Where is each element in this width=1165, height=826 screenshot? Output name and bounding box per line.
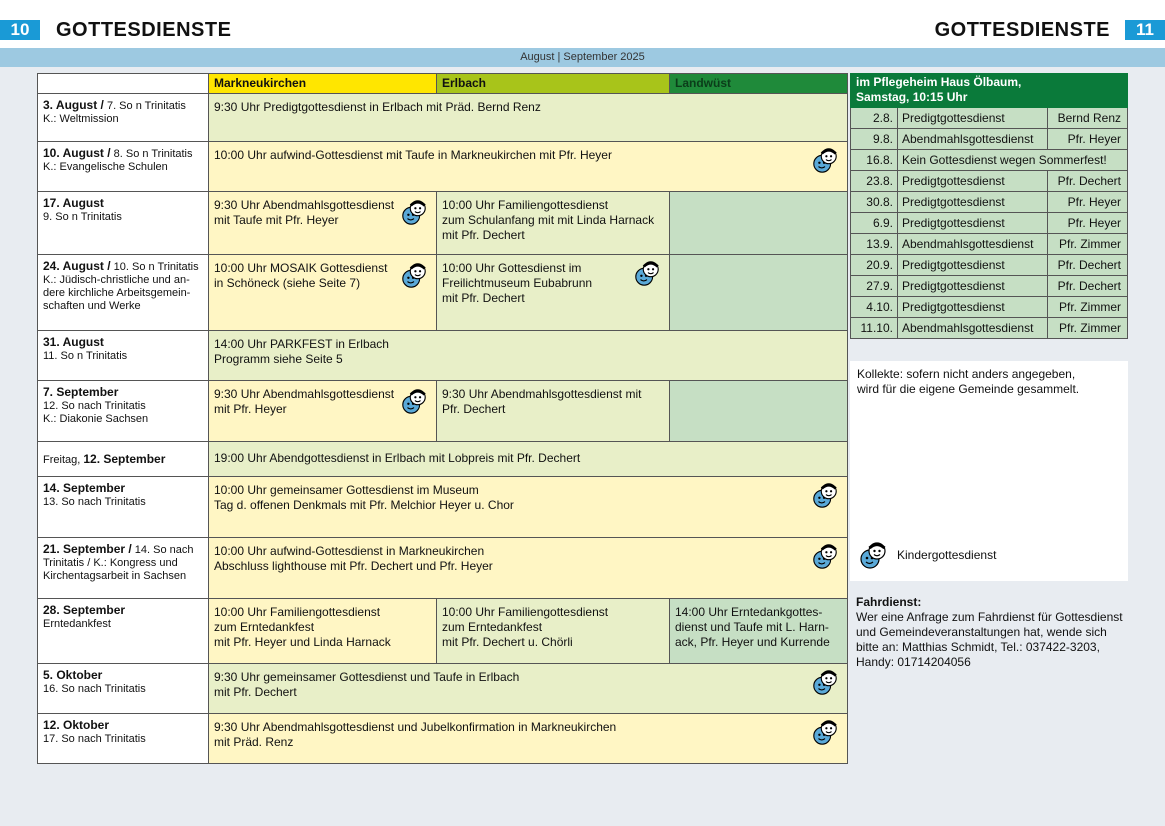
service-text: 9:30 Uhr gemeinsamer Gottesdienst und Taufe in Erlbach mit Pfr. Dechert — [214, 670, 520, 699]
pflegeheim-preacher: Pfr. Dechert — [1048, 276, 1128, 297]
pflegeheim-service: Predigtgottesdienst — [898, 297, 1048, 318]
header-blank-cell — [37, 73, 209, 94]
page-title-right: GOTTESDIENSTE — [934, 19, 1110, 41]
date-subtitle: 9. So n Trinitatis — [43, 211, 122, 223]
service-text: 10:00 Uhr aufwind-Gottesdienst in Markneukirchen Abschluss lighthouse mit Pfr. Dechert und Pfr. Heyer — [214, 544, 493, 573]
page-title-left: GOTTESDIENSTE — [56, 19, 232, 41]
service-text: 10:00 Uhr Familiengottesdienst zum Erntedankfest mit Pfr. Heyer und Linda Harnack — [214, 605, 391, 649]
pflegeheim-date: 9.8. — [850, 129, 898, 150]
service-cell — [208, 663, 848, 714]
service-cell — [208, 441, 848, 477]
date-cell — [37, 598, 209, 664]
pflegeheim-service: Predigtgottesdienst — [898, 276, 1048, 297]
service-text: 10:00 Uhr aufwind-Gottesdienst mit Taufe in Markneukirchen mit Pfr. Heyer — [214, 148, 612, 162]
service-cell — [208, 476, 848, 538]
pflegeheim-preacher: Pfr. Zimmer — [1048, 234, 1128, 255]
service-text: 10:00 Uhr MOSAIK Gottesdienst in Schöneck (siehe Seite 7) — [214, 261, 388, 290]
pflegeheim-row — [850, 234, 1128, 255]
date-subtitle: 16. So nach Trinitatis — [43, 683, 146, 695]
pflegeheim-date: 27.9. — [850, 276, 898, 297]
month-band: August | September 2025 — [0, 48, 1165, 67]
page-number-left: 10 — [0, 20, 40, 40]
service-cell — [208, 93, 848, 142]
pflegeheim-row — [850, 171, 1128, 192]
date-subtitle: 13. So nach Trinitatis — [43, 496, 146, 508]
service-text: 19:00 Uhr Abendgottesdienst in Erlbach mit Lobpreis mit Pfr. Dechert — [214, 451, 581, 465]
pflegeheim-date: 20.9. — [850, 255, 898, 276]
date-cell — [37, 254, 209, 331]
date-label: 3. August / — [43, 98, 104, 112]
pflegeheim-service: Kein Gottesdienst wegen Sommerfest! — [898, 150, 1128, 171]
service-text: 10:00 Uhr Familiengottesdienst zum Erntedankfest mit Pfr. Dechert u. Chörli — [442, 605, 609, 649]
pflegeheim-row — [850, 108, 1128, 129]
sunday-name: 7. So n Trinitatis — [103, 100, 186, 112]
pflegeheim-service: Predigtgottesdienst — [898, 255, 1048, 276]
pflegeheim-service: Abendmahlsgottesdienst — [898, 318, 1048, 339]
service-text: 9:30 Uhr Abendmahlsgottesdienst und Jubelkonfirmation in Markneukirchen mit Präd. Renz — [214, 720, 617, 749]
date-cell — [37, 330, 209, 381]
pflegeheim-row — [850, 297, 1128, 318]
pflegeheim-date: 13.9. — [850, 234, 898, 255]
date-label: 12. September — [83, 452, 166, 466]
pflegeheim-preacher: Pfr. Heyer — [1048, 192, 1128, 213]
date-label: 21. September / — [43, 542, 132, 556]
page-header — [0, 0, 1165, 48]
pflegeheim-preacher: Pfr. Dechert — [1048, 171, 1128, 192]
date-label: 24. August / — [43, 259, 111, 273]
pflegeheim-row — [850, 150, 1128, 171]
kindergottesdienst-icon — [811, 542, 839, 570]
pflegeheim-table — [850, 73, 1128, 339]
date-cell — [37, 441, 209, 477]
date-cell — [37, 191, 209, 255]
date-label: 14. September — [43, 481, 126, 495]
pflegeheim-service: Abendmahlsgottesdienst — [898, 129, 1048, 150]
column-header-markneukirchen: Markneukirchen — [208, 73, 437, 94]
date-cell — [37, 663, 209, 714]
pflegeheim-service: Abendmahlsgottesdienst — [898, 234, 1048, 255]
service-text: 9:30 Uhr Abendmahlsgottesdienst mit Pfr. Dechert — [442, 387, 642, 416]
date-subtitle: K.: Weltmission — [43, 113, 119, 125]
service-cell — [208, 330, 848, 381]
pflegeheim-service: Predigtgottesdienst — [898, 213, 1048, 234]
service-cell — [669, 598, 848, 664]
pflegeheim-title: im Pflegeheim Haus Ölbaum, Samstag, 10:15 Uhr — [850, 73, 1128, 108]
kindergottesdienst-icon — [811, 668, 839, 696]
service-cell — [208, 713, 848, 764]
date-cell — [37, 537, 209, 599]
fahrdienst-text: Wer eine Anfrage zum Fahrdienst für Gottesdienst und Gemeindeveranstaltungen hat, wende sich bitte an: Matthias Schmidt, Tel.: 037422-3203, Handy: 01714204056 — [856, 610, 1123, 669]
sunday-name: 10. So n Trinitatis — [110, 261, 199, 273]
kindergottesdienst-icon — [400, 387, 428, 415]
legend — [858, 540, 996, 570]
date-label: 7. September — [43, 385, 119, 399]
pflegeheim-date: 30.8. — [850, 192, 898, 213]
date-cell — [37, 476, 209, 538]
date-label: 17. August — [43, 196, 104, 210]
date-subtitle: Erntedankfest — [43, 618, 111, 630]
sunday-name: 14. So nach — [131, 544, 194, 556]
service-text: 14:00 Uhr Erntedankgottes- dienst und Taufe mit L. Harn- ack, Pfr. Heyer und Kurrende — [675, 605, 830, 649]
pflegeheim-preacher: Pfr. Dechert — [1048, 255, 1128, 276]
date-subtitle: K.: Evangelische Schulen — [43, 161, 168, 173]
kindergottesdienst-icon — [400, 198, 428, 226]
fahrdienst-title: Fahrdienst: — [856, 595, 922, 609]
pflegeheim-date: 6.9. — [850, 213, 898, 234]
pflegeheim-row — [850, 276, 1128, 297]
pflegeheim-row — [850, 255, 1128, 276]
service-cell — [669, 254, 848, 331]
service-text: 9:30 Uhr Abendmahlsgottesdienst mit Taufe mit Pfr. Heyer — [214, 198, 395, 227]
date-subtitle: 17. So nach Trinitatis — [43, 733, 146, 745]
pflegeheim-preacher: Pfr. Zimmer — [1048, 318, 1128, 339]
date-subtitle: 11. So n Trinitatis — [43, 350, 128, 362]
service-text: 10:00 Uhr Gottesdienst im Freilichtmuseum Eubabrunn mit Pfr. Dechert — [442, 261, 593, 305]
date-subtitle: 12. So nach Trinitatis K.: Diakonie Sachsen — [43, 400, 149, 425]
kindergottesdienst-icon — [811, 481, 839, 509]
service-cell — [208, 598, 437, 664]
date-subtitle: Trinitatis / K.: Kongress und Kirchentagsarbeit in Sachsen — [43, 557, 187, 582]
pflegeheim-date: 16.8. — [850, 150, 898, 171]
service-text: 9:30 Uhr Predigtgottesdienst in Erlbach mit Präd. Bernd Renz — [214, 100, 541, 114]
pflegeheim-preacher: Bernd Renz — [1048, 108, 1128, 129]
pflegeheim-date: 11.10. — [850, 318, 898, 339]
service-cell — [669, 380, 848, 442]
service-cell — [436, 598, 670, 664]
date-weekday: Freitag, — [43, 454, 84, 466]
kindergottesdienst-icon — [858, 540, 888, 570]
pflegeheim-preacher: Pfr. Heyer — [1048, 213, 1128, 234]
kindergottesdienst-icon — [811, 718, 839, 746]
page-number-right: 11 — [1125, 20, 1165, 40]
pflegeheim-service: Predigtgottesdienst — [898, 171, 1048, 192]
date-label: 28. September — [43, 603, 126, 617]
service-cell — [208, 537, 848, 599]
service-text: 9:30 Uhr Abendmahlsgottesdienst mit Pfr. Heyer — [214, 387, 395, 416]
date-label: 31. August — [43, 335, 104, 349]
pflegeheim-service: Predigtgottesdienst — [898, 192, 1048, 213]
kindergottesdienst-icon — [400, 261, 428, 289]
service-cell — [208, 380, 437, 442]
service-text: 14:00 Uhr PARKFEST in Erlbach Programm siehe Seite 5 — [214, 337, 389, 366]
sunday-name: 8. So n Trinitatis — [110, 148, 193, 160]
date-cell — [37, 380, 209, 442]
date-label: 5. Oktober — [43, 668, 103, 682]
column-header-landwuest: Landwüst — [669, 73, 848, 94]
date-subtitle: K.: Jüdisch-christliche und an- dere kirchliche Arbeitsgemein- schaften und Werke — [43, 274, 191, 312]
service-cell — [436, 380, 670, 442]
pflegeheim-row — [850, 192, 1128, 213]
service-cell — [208, 254, 437, 331]
pflegeheim-preacher: Pfr. Zimmer — [1048, 297, 1128, 318]
pflegeheim-row — [850, 213, 1128, 234]
service-cell — [669, 191, 848, 255]
pflegeheim-date: 2.8. — [850, 108, 898, 129]
pflegeheim-row — [850, 318, 1128, 339]
date-label: 10. August / — [43, 146, 111, 160]
pflegeheim-date: 23.8. — [850, 171, 898, 192]
column-header-erlbach: Erlbach — [436, 73, 670, 94]
date-cell — [37, 141, 209, 192]
kollekte-note: Kollekte: sofern nicht anders angegeben, wird für die eigene Gemeinde gesammelt. — [850, 361, 1128, 581]
pflegeheim-row — [850, 129, 1128, 150]
date-label: 12. Oktober — [43, 718, 110, 732]
fahrdienst-note — [856, 595, 1146, 670]
kindergottesdienst-icon — [811, 146, 839, 174]
service-cell — [208, 141, 848, 192]
service-cell — [436, 191, 670, 255]
date-cell — [37, 93, 209, 142]
service-cell — [208, 191, 437, 255]
schedule-table — [37, 73, 848, 764]
service-text: 10:00 Uhr Familiengottesdienst zum Schulanfang mit mit Linda Harnack mit Pfr. Dechert — [442, 198, 655, 242]
date-cell — [37, 713, 209, 764]
kindergottesdienst-icon — [633, 259, 661, 287]
pflegeheim-service: Predigtgottesdienst — [898, 108, 1048, 129]
pflegeheim-date: 4.10. — [850, 297, 898, 318]
legend-label: Kindergottesdienst — [897, 548, 997, 562]
service-text: 10:00 Uhr gemeinsamer Gottesdienst im Museum Tag d. offenen Denkmals mit Pfr. Melchior Heyer u. Chor — [214, 483, 514, 512]
pflegeheim-preacher: Pfr. Heyer — [1048, 129, 1128, 150]
service-cell — [436, 254, 670, 331]
